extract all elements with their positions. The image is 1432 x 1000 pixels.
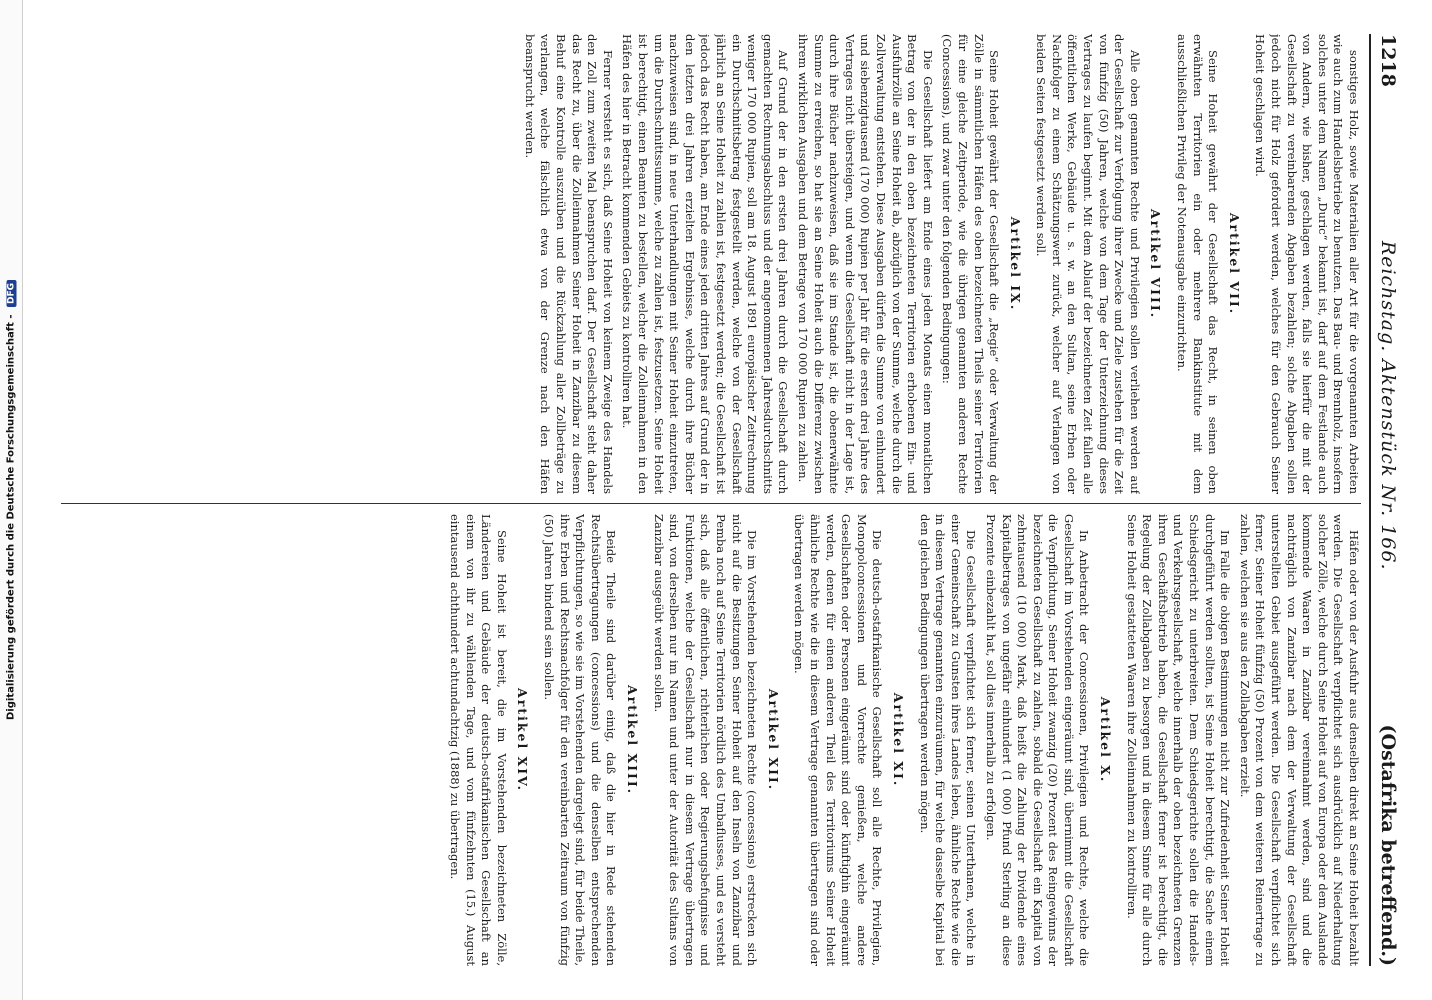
paragraph: Die im Vorstehenden bezeichneten Rechte (concessions) erstrecken sich nicht auf die Besitzungen Seiner Hoheit auf den Inseln von Zanzibar und Pemba noch auf Seine Territorien nördlich des Umbaflusses, und es versteht sich, daß alle öffentlichen, richterlichen oder Regierungsbefugnisse und Funktionen, welche der Gesellschaft nur in diesem Vertrage übertragen sind, von derselben nur im Namen und unter der Autorität des Sultans von Zanzibar ausgeübt werden sollen. [651, 514, 760, 966]
paragraph: Die Gesellschaft liefert am Ende eines jeden Monats einen monatlichen Betrag von der in den oben bezeichneten Territorien erhobenen Ein- und Ausfuhrzölle an Seine Hoheit ab, abzüglich von der Summe, welche durch die Zollverwaltung entstehen. Diese Ausgaben dürfen die Summe von einhundert und siebenzigtausend (170 000) Rupien per Jahr für die ersten drei Jahre des Vertrages nicht übersteigen, und wenn die Gesellschaft nicht in der Lage ist, durch ihre Bücher nachzuweisen, daß sie im Stande ist, die obenerwähnte Summe zu erreichen, so hat sie an Seine Hoheit auch die Differenz zwischen ihrem wirklichen Ausgaben und dem Betrage von 170 000 Rupien zu zahlen. [796, 34, 935, 494]
article-vii-heading: Artikel VII. [1226, 212, 1242, 316]
paragraph: Beide Theile sind darüber einig, daß die hier in Rede stehenden Rechtsübertragungen (concessions) und die denselben entsprechenden Verpflichtungen, so wie sie im Vorstehenden dargelegt sind, für beide Theile, ihre Erben und Rechtsnachfolger für den vereinbarten Zeitraum von fünfzig (50) Jahren bindend sein sollen. [542, 514, 619, 966]
digitization-footer-strip [0, 0, 23, 1000]
article-xiii-heading: Artikel XIII. [625, 684, 641, 796]
scanned-page-area [30, 0, 1432, 1000]
page-title: Reichstag. Aktenstück Nr. 166. [1377, 240, 1399, 571]
digitization-notice [6, 280, 17, 720]
page-number: 1218 [1377, 34, 1399, 87]
paragraph: Alle oben genannten Rechte und Privilegien sollen verliehen werden auf der Gesellschaft zur Verfolgung ihrer Zwecke und Ziele zustehen für die Zeit von fünfzig (50) Jahren, welche von dem Tage der Unterzeichnung dieses Vertrages zu laufen beginnt. Mit dem Ablauf der bezeichneten Zeit fallen alle öffentlichen Werke, Gebäude u. s. w. an den Sultan, seine Erben oder Nachfolger zu einem Schätzungswert zurück, welcher auf Verlangen von beiden Seiten festgesetzt werden soll. [1034, 34, 1142, 494]
paragraph: In Anbetracht der Concessionen, Privilegien und Rechte, welche die Gesellschaft im Vorstehenden eingeräumt sind, übernimmt die Gesellschaft die Verpflichtung, Seiner Hoheit zwanzig (20) Prozent des Reingewinns der bezeichneten Gesellschaft zu zahlen, sobald die Gesellschaft ein Kapital von zehntausend (10 000) Mark, daß heißt die Zahlung der Dividende eines Kapitalbetrages von ungefähr einhundert (1 000) Pfund Sterling an diese Prozente einbezahlt hat, soll dies innerhalb zu erfolgen. [983, 514, 1092, 966]
paragraph: Die Gesellschaft verpflichtet sich ferner, seinen Unterthanen, welche in einer Gemeinschaft zu Gunsten ihres Landes leben, ähnliche Rechte wie die in diesem Vertrage genannten einzuräumen, für welche dasselbe Kapital bei den gleichen Bedingungen übertragen werden mögen. [917, 514, 979, 966]
left-column [61, 34, 1361, 494]
paragraph: Seine Hoheit gewährt der Gesellschaft das Recht, in seinen oben erwähnten Territorien ein oder mehrere Bankinstitute mit dem ausschließlichen Privileg der Notenausgabe einzurichten. [1175, 34, 1221, 494]
paragraph: Im Falle die obigen Bestimmungen nicht zur Zufriedenheit Seiner Hoheit durchgeführt werden sollten, ist Seine Hoheit berechtigt, die Sache einem Schiedsgericht zu unterbreiten. Dem Schiedsgerichte sollen die Handels- und Verkehrsgesellschaft, welche innerhalb der oben bezeichneten Grenzen ihren Geschäftsbetrieb haben, die Gesellschaft ferner ist berechtigt, die Regelung der Zollabgaben zu besorgen und in diesem Sinne für alle durch Seine Hoheit gestatteten Waaren ihre Zolleinnahmen zu kontrolliren. [1124, 514, 1233, 966]
paragraph: Die deutsch-ostafrikanische Gesellschaft soll alle Rechte, Privilegien, Monopolconcessionen und Vorrechte genießen, welche andere Gesellschaften oder Personen eingeräumt sind oder künftighin eingeräumt werden, denen für einen anderen Theil des Territoriums Seiner Hoheit ähnliche Rechte wie die in diesem Vertrage genannten übertragen sind oder übertragen werden mögen. [792, 514, 885, 966]
dfg-logo: DFG [7, 280, 17, 307]
article-xi-heading: Artikel XI. [890, 692, 906, 788]
right-column [61, 514, 1361, 966]
page-header [1369, 34, 1405, 966]
article-xii-heading: Artikel XII. [765, 688, 781, 792]
paragraph: Seine Hoheit gewährt der Gesellschaft die „Regie“ oder Verwaltung der Zölle in sämmtlichen Häfen des oben bezeichneten Theils seiner Territorien für eine gleiche Zeitperiode, wie die übrigen genannten anderen Rechte (Concessions), und zwar unter den folgenden Bedingungen: [940, 34, 1002, 494]
article-viii-heading: Artikel VIII. [1148, 208, 1164, 320]
document-page [51, 20, 1411, 980]
digitization-notice-text: Digitalisierung gefördert durch die Deutsche Forschungsgemeinschaft - [5, 314, 17, 721]
paragraph: Auf Grund der in den ersten drei Jahren durch die Gesellschaft durch gemachten Rechnungsabschluss und der angenommenen Jahresdurchschnitts weniger 170 000 Rupien, soll am 18. August 1891 europäischer Zeitrechnung ein Durchschnittsbetrag festgestellt werden, welche von der Gesellschaft jährlich an Seine Hoheit zu zahlen ist, festgesetzt werden; die Gesellschaft ist jedoch das Recht haben, am Ende eines jeden dritten Jahres auf Grund der in den letzten drei Jahren erzielten Ergebnisse, welche durch ihre Bücher nachzuweisen sind, in neue Unterhandlungen mit Seiner Hoheit einzutreten, um die Durchschnittssumme, welche zu zahlen ist, festzusetzen. Seine Hoheit ist berechtigt, einen Beamten zu bestellen, welcher die Zolleinnahmen in den Häfen des hier in Betracht kommenden Gebiets zu kontrolliren hat. [620, 34, 791, 494]
paragraph: sonstiges Holz, sowie Materialien aller Art für die vorgenannten Arbeiten wie auch zum Handelsbetriebe zu benutzen. Das Bau- und Brennholz, insofern solches unter dem Namen „Duric“ bekannt ist, darf auf dem Festlande auch von Andern, wie bisher, geschlagen werden, falls sie hierfür die mit der Gesellschaft zu vereinbarenden Abgaben bezahlen; solche Abgaben sollen jedoch nicht für Holz gefordert werden, welches für den Gebrauch Seiner Hoheit geschlagen wird. [1253, 34, 1361, 494]
article-x-heading: Artikel X. [1098, 696, 1114, 784]
article-xiv-heading: Artikel XIV. [515, 688, 531, 792]
column-divider [61, 503, 1361, 504]
paragraph: Häfen oder von der Ausfuhr aus denselben direkt an Seine Hoheit bezahlt werden. Die Gesellschaft verpflichtet sich ausdrücklich auf Niederhaltung solcher Zölle, welche durch Seine Hoheit auf von Europa oder dem Auslande kommende Waaren in Zanzibar vereinnahmt werden, sind und die nachträglich von Zanzibar nach dem der Verwaltung der Gesellschaft unterstellten Gebiet ausgeführt werden. Die Gesellschaft verpflichtet sich ferner, Seiner Hoheit fünfzig (50) Prozent von dem weiteren Reinertrage zu zahlen, welchen sie aus den Zollabgaben erzielt. [1237, 514, 1361, 966]
paragraph: Seine Hoheit ist bereit, die im Vorstehenden bezeichneten Zölle, Ländereien und Gebäude der deutsch-ostafrikanischen Gesellschaft an einem von ihr zu wählenden Tage, und vom fünfzehnten (15.) August eintausend achthundert achtundachtzig (1888) zu übertragen. [448, 514, 509, 966]
article-ix-heading: Artikel IX. [1007, 216, 1023, 312]
paragraph: Ferner versteht es sich, daß Seine Hoheit von keinem Zweige des Handels den Zoll zum zweiten Mal beanspruchen darf. Der Gesellschaft steht daher das Recht zu, über die Zolleinnahmen Seiner Hoheit in Zanzibar zu diesem Behuf eine Kontrolle auszuüben und die Rückzahlung aller Zollbeträge zu verlangen, welche fälschlich etwa von der Grenze nach den Häfen beansprucht werden. [522, 34, 615, 494]
page-subtitle: (Ostafrika betreffend.) [1377, 724, 1399, 966]
